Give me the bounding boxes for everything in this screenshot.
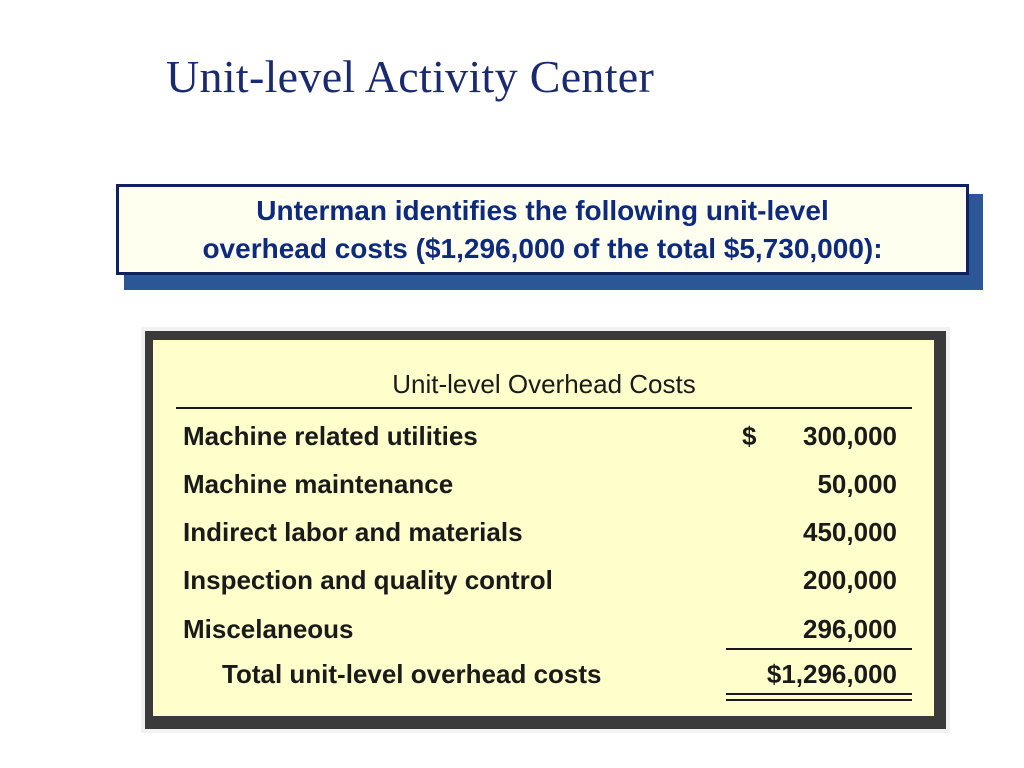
subtotal-rule: [726, 648, 912, 650]
row-amount: 450,000: [803, 517, 897, 547]
row-amount: 296,000: [803, 614, 897, 644]
callout-text: [202, 192, 882, 268]
callout-line-2: overhead costs ($1,296,000 of the total $5,730,000):: [202, 232, 883, 264]
row-amount: 50,000: [817, 469, 897, 499]
row-amount: 200,000: [803, 565, 897, 595]
currency-sign: $: [742, 421, 757, 451]
total-double-rule-top: [726, 693, 912, 695]
slide-title: Unit-level Activity Center: [166, 51, 655, 102]
row-label: Inspection and quality control: [183, 565, 553, 595]
table-header: Unit-level Overhead Costs: [392, 369, 696, 399]
row-label: Miscelaneous: [183, 614, 354, 644]
row-amount: 300,000: [803, 421, 897, 451]
callout-line-1: Unterman identifies the following unit-level: [256, 194, 829, 226]
total-double-rule-bottom: [726, 699, 912, 701]
total-label: Total unit-level overhead costs: [222, 659, 602, 689]
callout-box: [116, 184, 969, 275]
header-rule: [176, 407, 912, 409]
total-amount: $1,296,000: [766, 659, 897, 689]
row-label: Indirect labor and materials: [183, 517, 523, 547]
row-label: Machine related utilities: [183, 421, 478, 451]
row-label: Machine maintenance: [183, 469, 454, 499]
